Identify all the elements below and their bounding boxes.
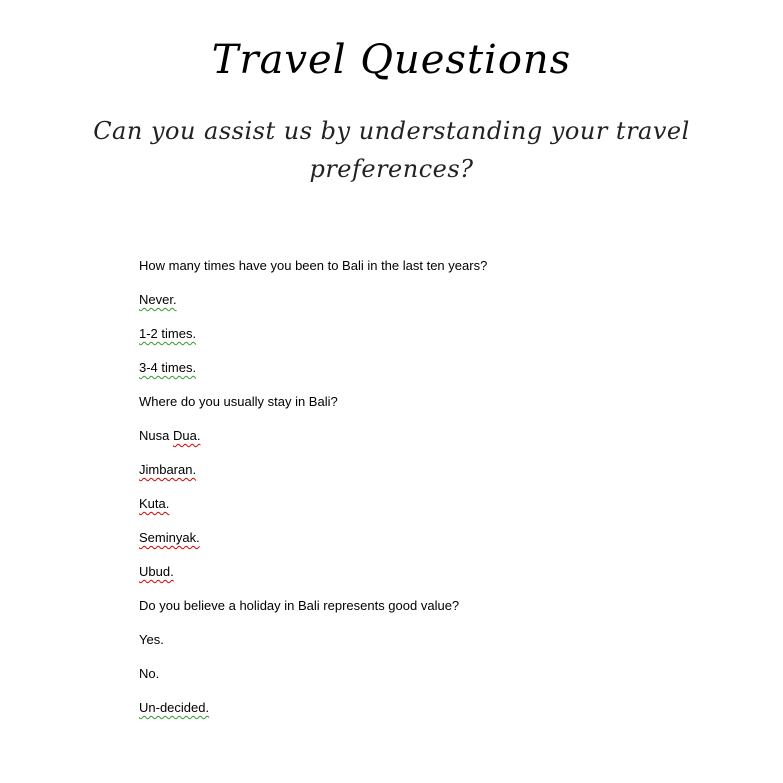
answer-line [139,698,739,732]
answer-text: No. [139,666,160,681]
answer-line [139,630,739,664]
answer-line [139,460,739,494]
question-text: How many times have you been to Bali in the last ten years? [139,258,488,273]
answer-line [139,562,739,596]
answer-text: 3-4 times. [139,360,197,375]
question-list [139,256,739,732]
answer-text: Un-decided. [139,700,210,715]
question-text: Do you believe a holiday in Bali represents good value? [139,598,460,613]
answer-text: Yes. [139,632,164,647]
answer-line [139,324,739,358]
answer-line [139,528,739,562]
answer-text-marked: Dua. [172,428,201,443]
answer-text-plain: Nusa [139,428,173,443]
answer-line [139,664,739,698]
answer-text: Jimbaran. [139,462,197,477]
document-title: Travel Questions [211,37,572,83]
question-line [139,596,739,630]
answer-text: Ubud. [139,564,174,579]
answer-line [139,358,739,392]
answer-text: Never. [139,292,177,307]
answer-text: 1-2 times. [139,326,197,341]
question-line [139,256,739,290]
question-line [139,392,739,426]
document-subtitle: Can you assist us by understanding your travel preferences? [93,117,690,183]
answer-line [139,290,739,324]
answer-line [139,426,739,460]
question-text: Where do you usually stay in Bali? [139,394,338,409]
answer-line [139,494,739,528]
answer-text: Kuta. [139,496,170,511]
answer-text: Seminyak. [139,530,200,545]
